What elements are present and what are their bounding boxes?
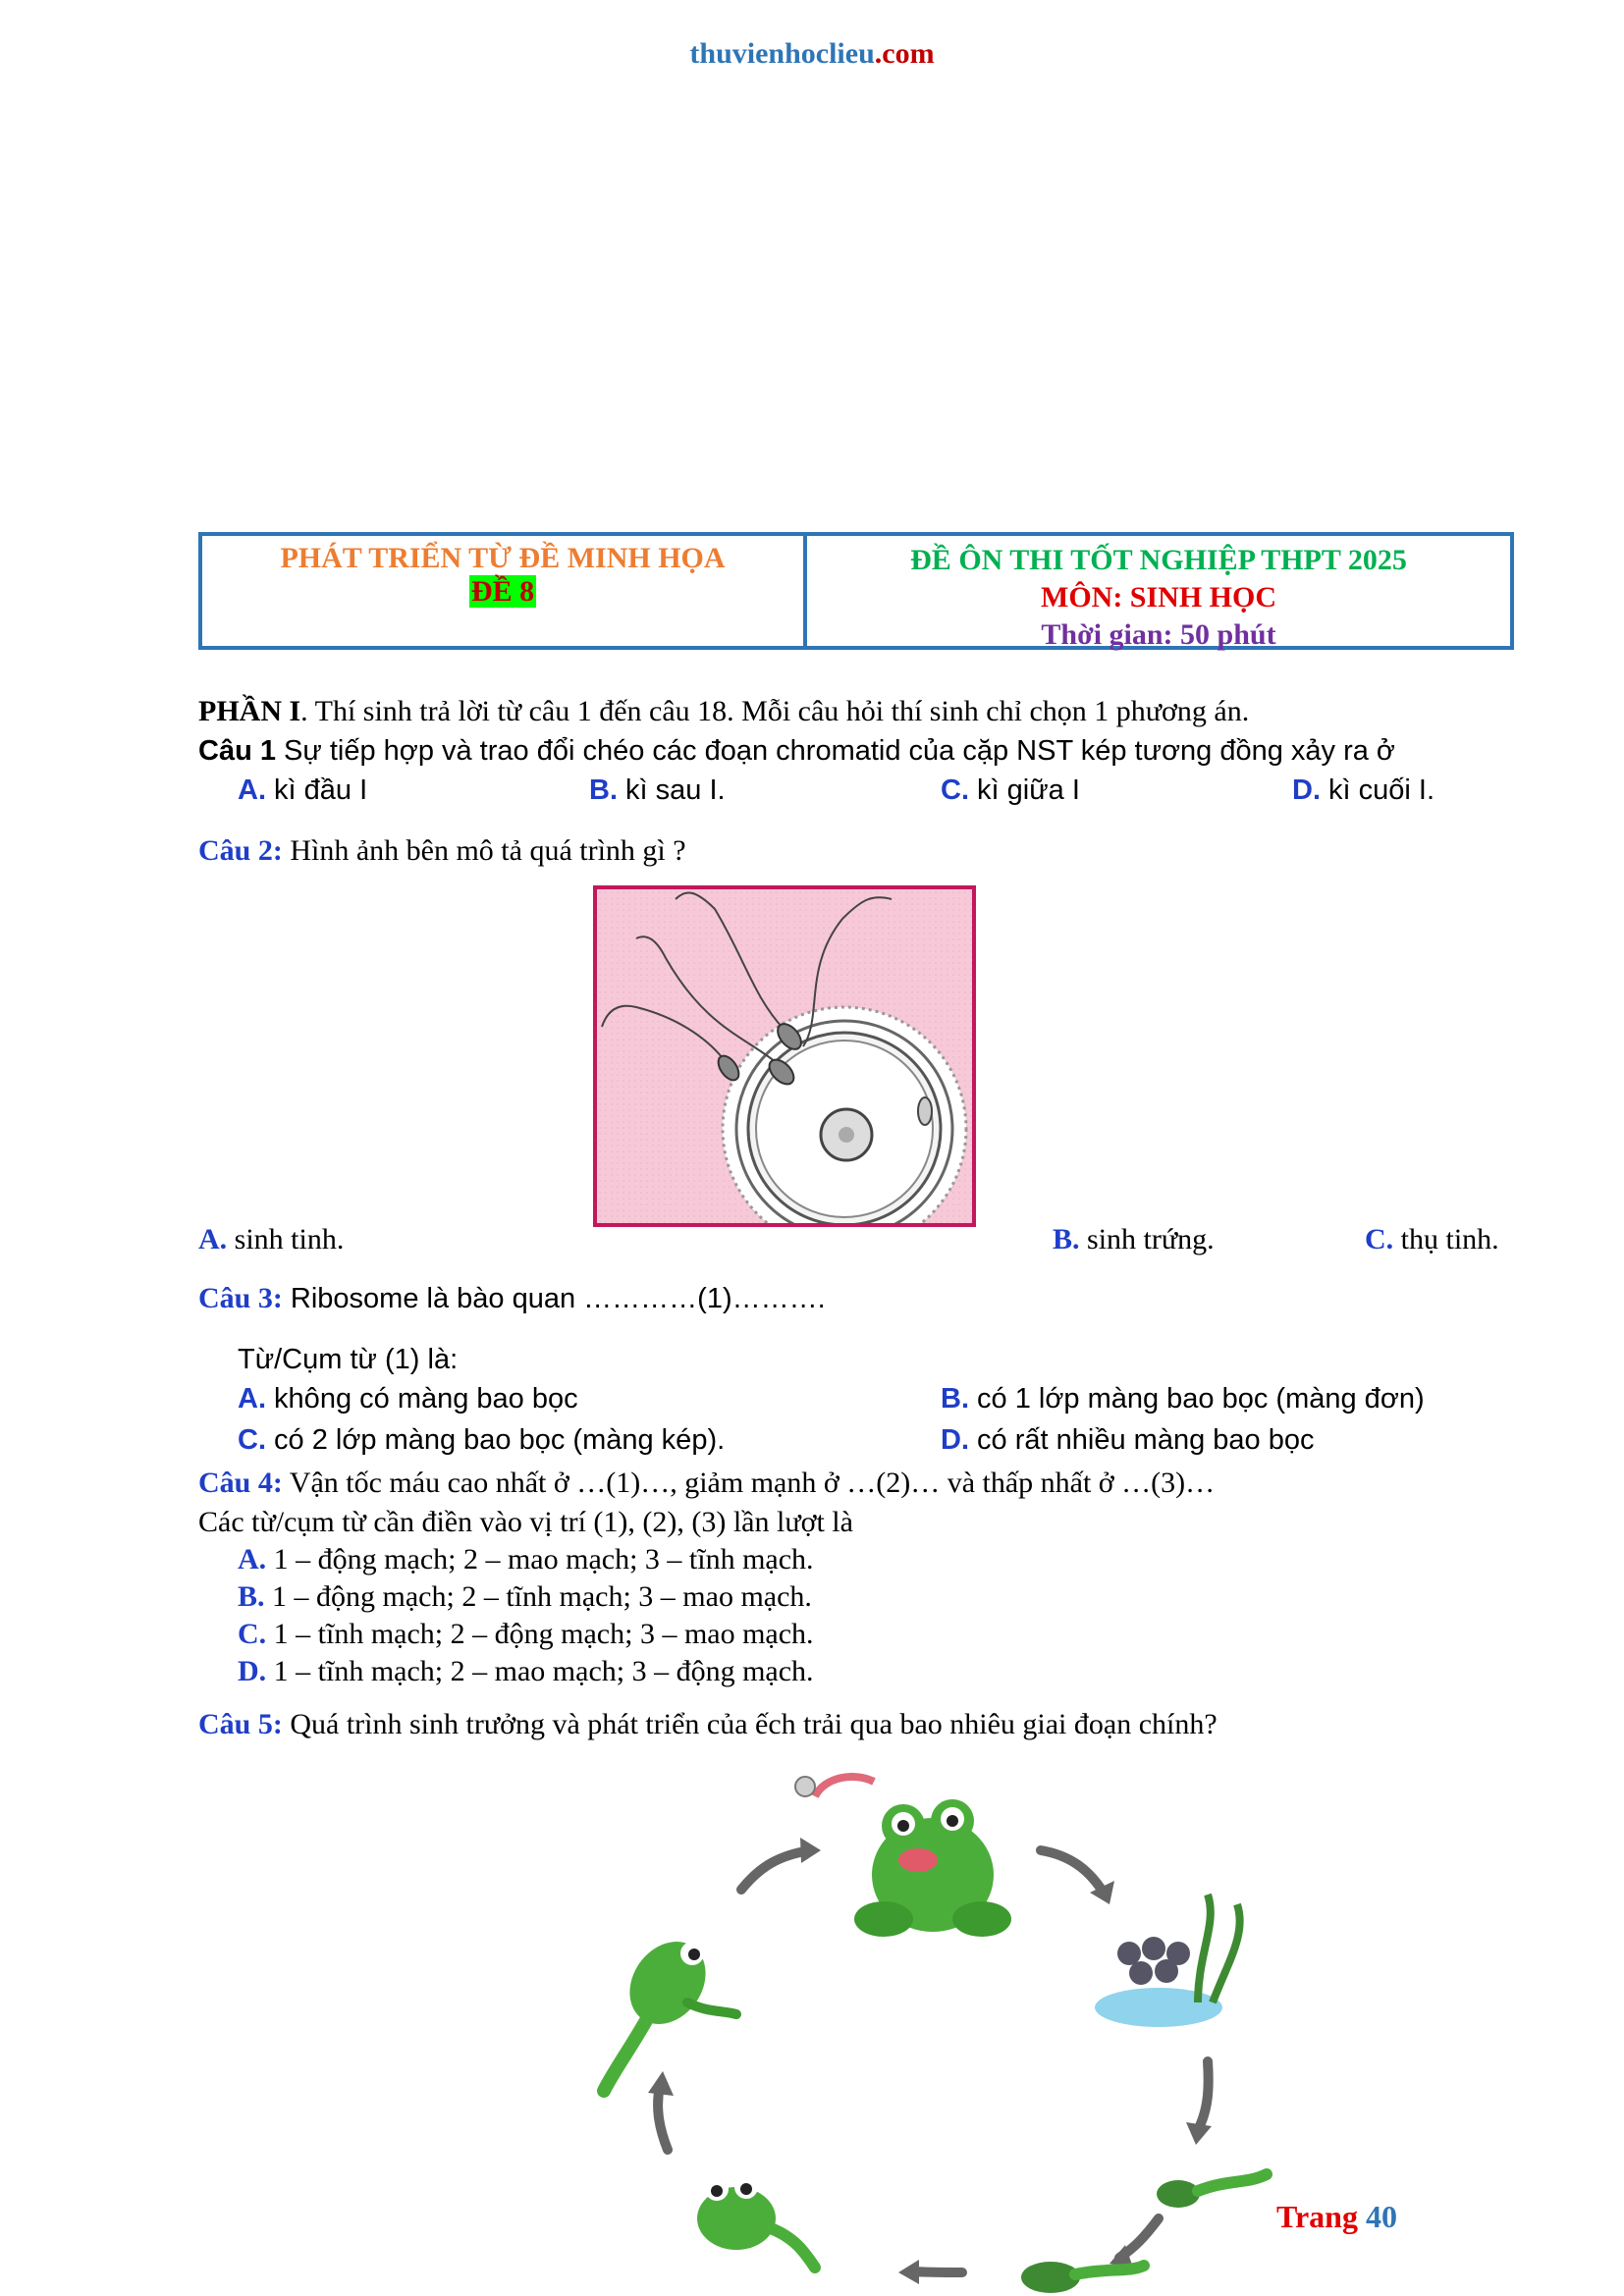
header-right-cell	[807, 536, 1510, 651]
exam-subject: MÔN: SINH HỌC	[1041, 581, 1276, 614]
fertilization-illustration	[597, 889, 972, 1223]
q3-subprompt: Từ/Cụm từ (1) là:	[238, 1344, 459, 1375]
q2-option-a[interactable]: A. sinh tinh.	[198, 1223, 345, 1255]
froglet-icon	[697, 2175, 815, 2268]
adult-frog-icon	[795, 1777, 1011, 1937]
q4-subprompt: Các từ/cụm từ cần điền vào vị trí (1), (2), (3) lần lượt là	[198, 1506, 853, 1538]
question-2: Câu 2: Hình ảnh bên mô tả quá trình gì ?	[198, 834, 686, 867]
tadpole-icon	[1157, 2174, 1267, 2208]
frog-eggs-icon	[1095, 1895, 1240, 2027]
frog-life-cycle-illustration	[579, 1757, 1286, 2296]
header-source: PHÁT TRIỂN TỪ ĐỀ MINH HỌA	[280, 542, 726, 574]
young-frog-with-tail-icon	[604, 1927, 736, 2091]
q3-option-d[interactable]: D. có rất nhiều màng bao bọc	[941, 1424, 1315, 1456]
part-instructions: PHẦN I. Thí sinh trả lời từ câu 1 đến câu 18. Mỗi câu hỏi thí sinh chỉ chọn 1 phương án.	[198, 695, 1250, 727]
fertilization-image	[593, 885, 976, 1227]
q3-option-a[interactable]: A. không có màng bao bọc	[238, 1383, 578, 1415]
question-3: Câu 3: Ribosome là bào quan …………(1)……….	[198, 1282, 826, 1314]
header-left-cell	[202, 536, 807, 646]
q1-option-c[interactable]: C. kì giữa I	[941, 774, 1080, 806]
q4-option-a[interactable]: A. 1 – động mạch; 2 – mao mạch; 3 – tĩnh mạch.	[238, 1543, 814, 1575]
exam-header-table	[198, 532, 1514, 650]
exam-duration: Thời gian: 50 phút	[1041, 618, 1276, 651]
q4-option-c[interactable]: C. 1 – tĩnh mạch; 2 – động mạch; 3 – mao mạch.	[238, 1618, 814, 1650]
question-5: Câu 5: Quá trình sinh trưởng và phát triển của ếch trải qua bao nhiêu giai đoạn chính?	[198, 1708, 1218, 1740]
exam-title: ĐỀ ÔN THI TỐT NGHIỆP THPT 2025	[910, 544, 1407, 576]
q2-option-c[interactable]: C. thụ tinh.	[1365, 1223, 1499, 1255]
site-watermark: thuvienhoclieu.com	[689, 37, 935, 70]
tadpole-with-legs-icon	[1021, 2262, 1144, 2293]
q4-option-d[interactable]: D. 1 – tĩnh mạch; 2 – mao mạch; 3 – động mạch.	[238, 1655, 814, 1687]
q3-option-b[interactable]: B. có 1 lớp màng bao bọc (màng đơn)	[941, 1383, 1425, 1415]
q2-option-b[interactable]: B. sinh trứng.	[1053, 1223, 1215, 1255]
question-4: Câu 4: Vận tốc máu cao nhất ở …(1)…, giảm mạnh ở …(2)… và thấp nhất ở …(3)…	[198, 1467, 1216, 1499]
q1-option-b[interactable]: B. kì sau I.	[589, 774, 726, 806]
q1-option-a[interactable]: A. kì đầu I	[238, 774, 368, 806]
exam-number: ĐỀ 8	[470, 575, 535, 608]
q3-option-c[interactable]: C. có 2 lớp màng bao bọc (màng kép).	[238, 1424, 726, 1456]
q1-option-d[interactable]: D. kì cuối I.	[1292, 774, 1435, 806]
question-1: Câu 1 Sự tiếp hợp và trao đổi chéo các đoạn chromatid của cặp NST kép tương đồng xảy ra ở	[198, 735, 1395, 767]
q4-option-b[interactable]: B. 1 – động mạch; 2 – tĩnh mạch; 3 – mao mạch.	[238, 1580, 812, 1613]
page-number: Trang 40	[1276, 2199, 1397, 2234]
